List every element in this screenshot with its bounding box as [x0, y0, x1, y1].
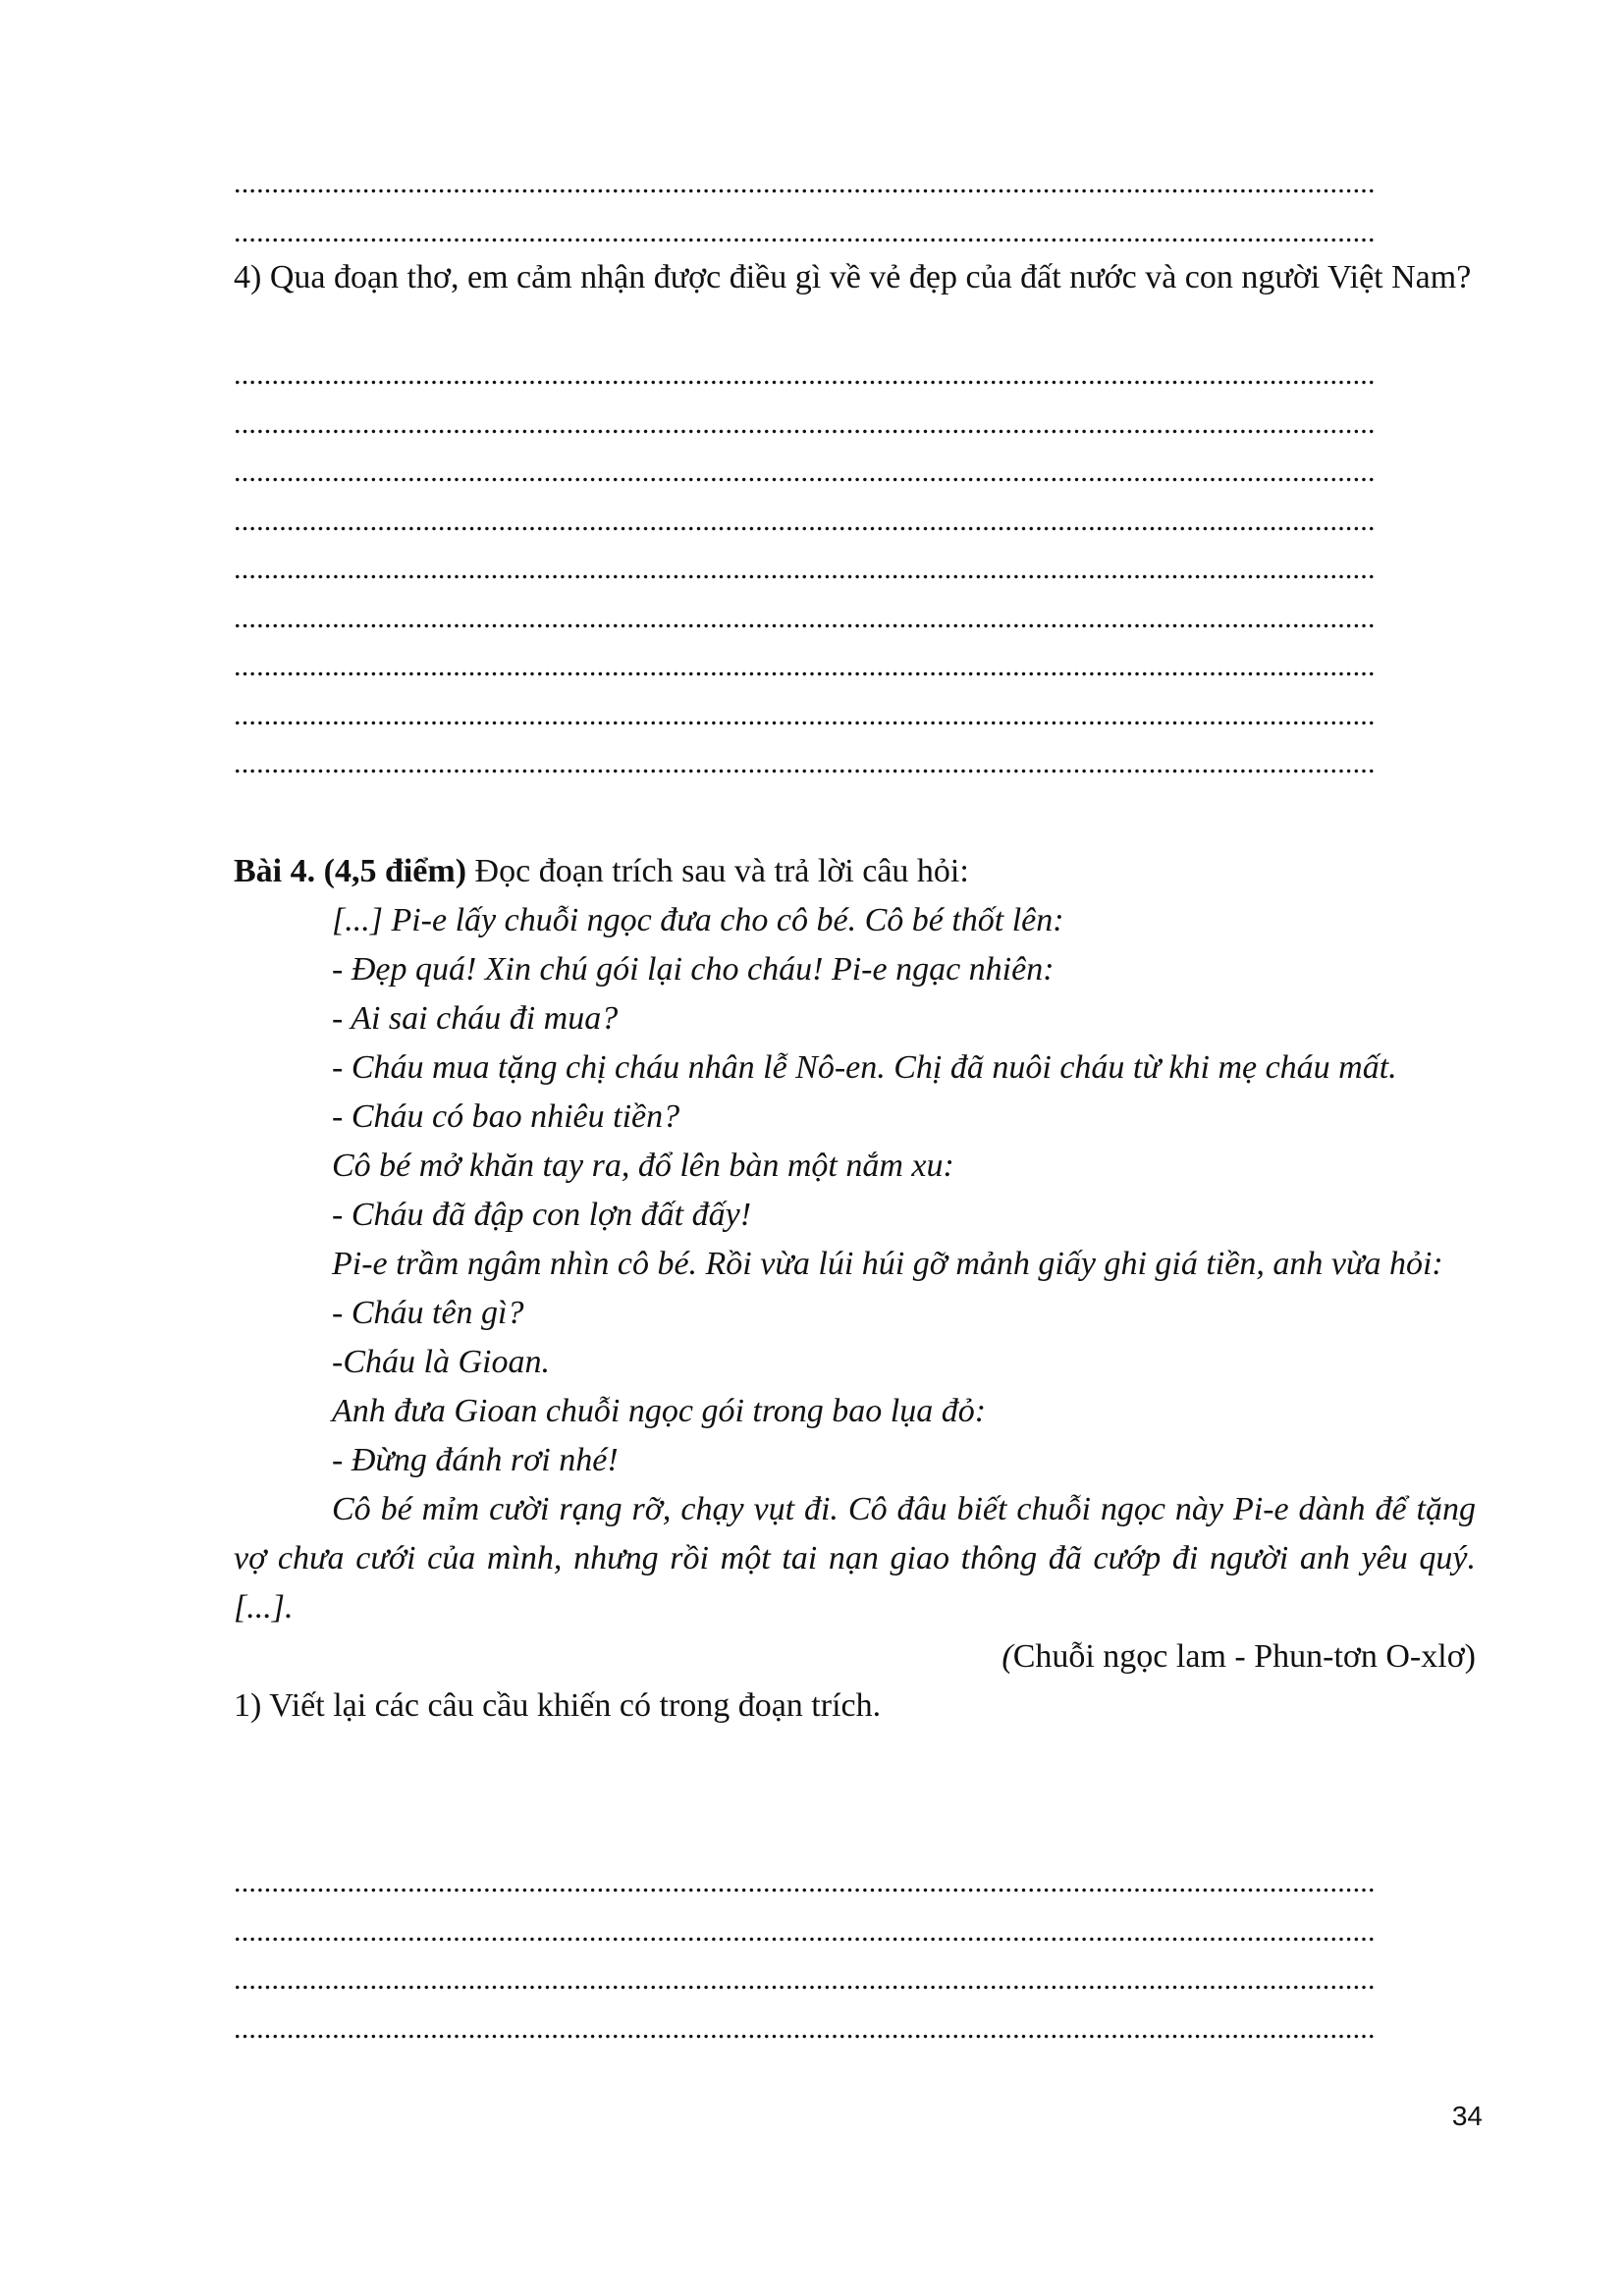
excerpt-line: - Cháu tên gì?: [332, 1295, 524, 1331]
answer-line: .......................................................................................................................................................: [234, 504, 1376, 537]
excerpt-line: - Cháu có bao nhiêu tiền?: [332, 1098, 680, 1135]
excerpt-line: - Ai sai cháu đi mua?: [332, 1000, 619, 1037]
page-number: 34: [1451, 2101, 1483, 2131]
top-answer-lines: [234, 159, 1476, 256]
answer-line: .......................................................................................................................................................: [234, 698, 1376, 731]
question-4-text: 4) Qua đoạn thơ, em cảm nhận được điều gì về vẻ đẹp của đất nước và con người Việt Nam?: [234, 259, 1472, 295]
question-4-block: [234, 253, 1476, 302]
bai4-section: [234, 847, 1476, 1731]
answer-line: .......................................................................................................................................................: [234, 1963, 1376, 1996]
citation-paren: (: [1001, 1638, 1013, 1675]
question-1-text: 1) Viết lại các câu cầu khiến có trong đoạn trích.: [234, 1687, 882, 1724]
citation-text: Chuỗi ngọc lam - Phun-tơn O-xlơ): [1012, 1638, 1476, 1675]
excerpt-line: -Cháu là Gioan.: [332, 1344, 550, 1380]
bai4-label: Bài 4. (4,5 điểm): [234, 853, 467, 889]
excerpt-line: - Cháu mua tặng chị cháu nhân lễ Nô-en. Chị đã nuôi cháu từ khi mẹ cháu mất.: [332, 1049, 1397, 1086]
answer-line: .......................................................................................................................................................: [234, 2011, 1376, 2045]
answer-line: .......................................................................................................................................................: [234, 215, 1376, 248]
excerpt-line: - Cháu đã đập con lợn đất đấy!: [332, 1197, 752, 1233]
q1-answer-lines: [234, 1858, 1476, 2053]
citation: [234, 1632, 1476, 1682]
bai4-heading: [234, 847, 1476, 896]
q4-answer-lines: [234, 350, 1476, 788]
answer-line: .......................................................................................................................................................: [234, 1914, 1376, 1948]
answer-line: .......................................................................................................................................................: [234, 1866, 1376, 1898]
answer-line: .......................................................................................................................................................: [234, 406, 1376, 440]
excerpt-line: Anh đưa Gioan chuỗi ngọc gói trong bao lụa đỏ:: [332, 1393, 987, 1429]
answer-line: .......................................................................................................................................................: [234, 650, 1376, 682]
answer-line: .......................................................................................................................................................: [234, 747, 1376, 779]
excerpt-line: Cô bé mỉm cười rạng rỡ, chạy vụt đi. Cô đâu biết chuỗi ngọc này Pi-e dành để tặng vợ chưa cưới của mình, nhưng rồi một tai nạn giao thông đã cướp đi người anh yêu quý. [...].: [234, 1491, 1476, 1626]
answer-line: .......................................................................................................................................................: [234, 553, 1376, 585]
answer-line: .......................................................................................................................................................: [234, 358, 1376, 391]
excerpt-line: Pi-e trầm ngâm nhìn cô bé. Rồi vừa lúi húi gỡ mảnh giấy ghi giá tiền, anh vừa hỏi:: [332, 1246, 1443, 1282]
excerpt: [234, 896, 1476, 1632]
excerpt-line: [...] Pi-e lấy chuỗi ngọc đưa cho cô bé. Cô bé thốt lên:: [332, 902, 1064, 938]
answer-line: .......................................................................................................................................................: [234, 601, 1376, 634]
excerpt-line: - Đừng đánh rơi nhé!: [332, 1442, 619, 1478]
excerpt-line: - Đẹp quá! Xin chú gói lại cho cháu! Pi-e ngạc nhiên:: [332, 951, 1055, 988]
excerpt-line: Cô bé mở khăn tay ra, đổ lên bàn một nắm xu:: [332, 1148, 954, 1184]
answer-line: .......................................................................................................................................................: [234, 167, 1376, 199]
answer-line: .......................................................................................................................................................: [234, 455, 1376, 488]
bai4-instruction: Đọc đoạn trích sau và trả lời câu hỏi:: [474, 853, 969, 889]
